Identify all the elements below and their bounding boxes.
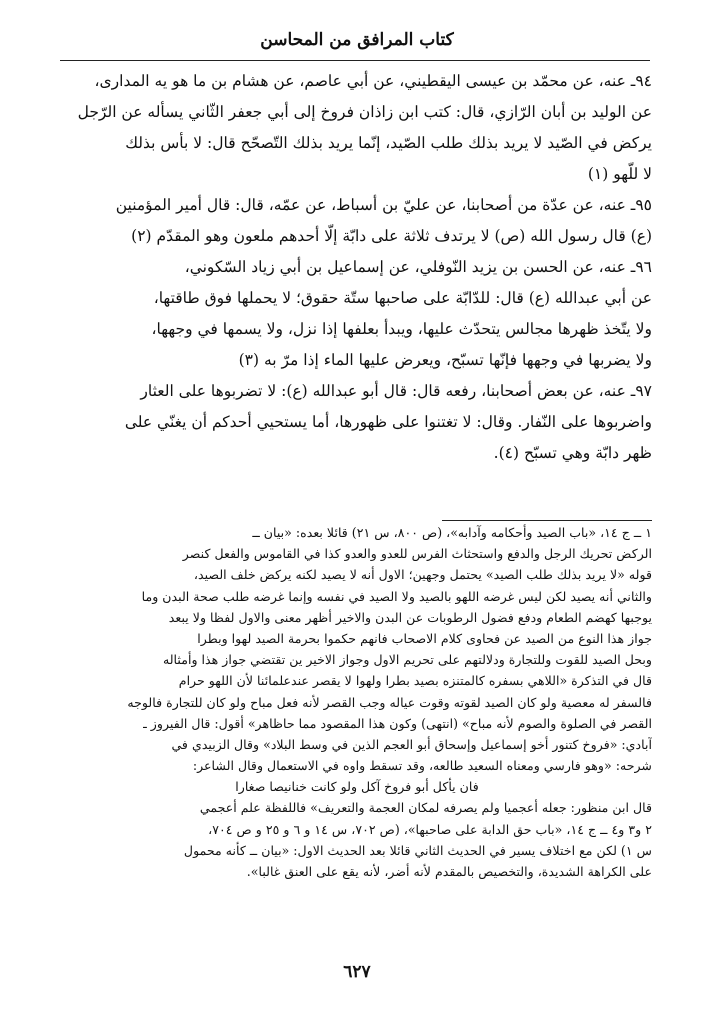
- footnote-line: على الكراهة الشديدة، والتخصيص بالمقدم لأنه أضر، لأنه يقع على العنق غالبا».: [246, 864, 652, 879]
- page-number: ٦٢٧: [343, 962, 371, 982]
- hadith-line: ولا يتّخذ ظهرها مجالس يتحدّث عليها، ويبدأ بعلفها إذا نزل، ولا يسمها في وجهها،: [151, 320, 652, 338]
- hadith-line: ٩٤ـ عنه، عن محمّد بن عيسى اليقطيني، عن أبي عاصم، عن هشام بن ما هو يه المدارى،: [94, 72, 652, 90]
- hadith-line: واضربوها على النّفار. وقال: لا تغتنوا على ظهورها، أما يستحيي أحدكم أن يغنّي على: [124, 413, 652, 431]
- hadith-line: ٩٦ـ عنه، عن الحسن بن يزيد النّوفلي، عن إسماعيل بن أبي زياد السّكوني،: [184, 258, 652, 276]
- footnotes: [62, 522, 652, 882]
- footnote-line: س ١) لكن مع اختلاف يسير في الحديث الثاني قائلا بعد الحديث الاول: «بيان ــ كأنه محمول: [183, 842, 652, 858]
- page-header-title: كتاب المرافق من المحاسن: [260, 30, 454, 50]
- footnote-line: آبادي: «فروخ كتنور أخو إسماعيل وإسحاق أبو العجم الذين في وسط البلاد» وقال الزبيدي في: [171, 736, 652, 752]
- footnote-line: يوجبها كهضم الطعام ودفع فضول الرطوبات عن البدن والاخير أظهر معنى والاول لفظا ولا يبعد: [168, 609, 652, 625]
- hadith-line: (ع) قال رسول الله (ص) لا يرتدف ثلاثة على دابّة إلّا أحدهم ملعون وهو المقدّم (٢): [131, 227, 652, 245]
- main-text: [64, 66, 652, 469]
- hadith-line: ولا يضربها في وجهها فإنّها تسبّح، ويعرض عليها الماء إذا مرّ به (٣): [238, 351, 652, 369]
- hadith-line: عن الوليد بن أبان الرّازي، قال: كتب ابن زاذان فروخ إلى أبي جعفر الثّاني يسأله عن الرّجل: [77, 103, 652, 121]
- footnote-line: ١ ــ ج ١٤، «باب الصيد وأحكامه وآدابه»، (ص ٨٠٠، س ٢١) قائلا بعده: «بيان ــ: [252, 525, 652, 540]
- footnote-line: قال ابن منظور: جعله أعجميا ولم يصرفه لمكان العجمة والتعريف» فاللفظة علم أعجمي: [199, 800, 652, 816]
- footnotes-divider: [442, 520, 652, 521]
- footnote-line: وبحل الصيد للقوت وللتجارة ودلالتهم على تحريم الاول وجواز الاخير ين تقتضي جواز هذا وأمثاله: [162, 652, 652, 668]
- footnote-line: جواز هذا النوع من الصيد عن فحاوى كلام الاصحاب فانهم حكموا بحرمة الصيد لهوا وبطرا: [197, 630, 652, 646]
- footnote-line: قال في التذكرة «اللاهي بسفره كالمتنزه بصيد بطرا ولهوا لا يقصر عندعلمائنا لأن اللهو حرام: [178, 673, 652, 689]
- header-divider: [60, 60, 650, 61]
- footnote-line: والثاني أنه يصيد لكن ليس غرضه اللهو بالصيد ولا الصيد في نفسه وإنما غرضه طلب صحة البدن وما: [141, 588, 652, 604]
- hadith-line: ٩٥ـ عنه، عن عدّة من أصحابنا، عن عليّ بن أسباط، عن عمّه، قال: قال أمير المؤمنين: [115, 196, 652, 214]
- hadith-line: لا للّهو (١): [587, 165, 652, 183]
- footnote-line: ٢ و٣ و٤ ــ ج ١٤، «باب حق الدابة على صاحبها»، (ص ٧٠٢، س ١٤ و ٦ و ٢٥ و ص ٧٠٤،: [208, 821, 652, 837]
- footnote-line: قوله «لا يريد بذلك طلب الصيد» يحتمل وجهين؛ الاول أنه لا يصيد لكنه يركض خلف الصيد،: [193, 567, 652, 583]
- footnote-line: فالسفر له معصية ولو كان الصيد لقوته وقوت عياله وجب القصر لأنه فعل مباح ولو كان للتجارة فالوجه: [127, 694, 652, 710]
- hadith-line: ٩٧ـ عنه، عن بعض أصحابنا، رفعه قال: قال أبو عبدالله (ع): لا تضربوها على العثار: [140, 382, 652, 400]
- hadith-line: ظهر دابّة وهي تسبّح (٤).: [493, 444, 652, 462]
- hadith-line: يركض في الصّيد لا يريد بذلك طلب الصّيد، إنّما يريد بذلك التّصحّح قال: لا بأس بذلك: [125, 134, 652, 152]
- hadith-line: عن أبي عبدالله (ع) قال: للدّابّة على صاحبها ستّة حقوق؛ لا يحملها فوق طاقتها،: [153, 289, 652, 307]
- footnote-line: الركض تحريك الرجل والدفع واستحثاث الفرس للعدو والعدو كذا في القاموس والفعل كنصر: [182, 546, 652, 562]
- footnote-line: شرحه: «وهو فارسي ومعناه السعيد طالعه، وقد تسقط واوه في الاستعمال وقال الشاعر:: [192, 758, 652, 774]
- poem-verse: فان يأكل أبو فروخ آكل ولو كانت خنانيصا صغارا: [235, 779, 479, 795]
- footnote-line: القصر في الصلوة والصوم لأنه مباح» (انتهى) وكون هذا المقصود مما حاظاهر» أقول: قال الفيروز ـ: [143, 715, 652, 731]
